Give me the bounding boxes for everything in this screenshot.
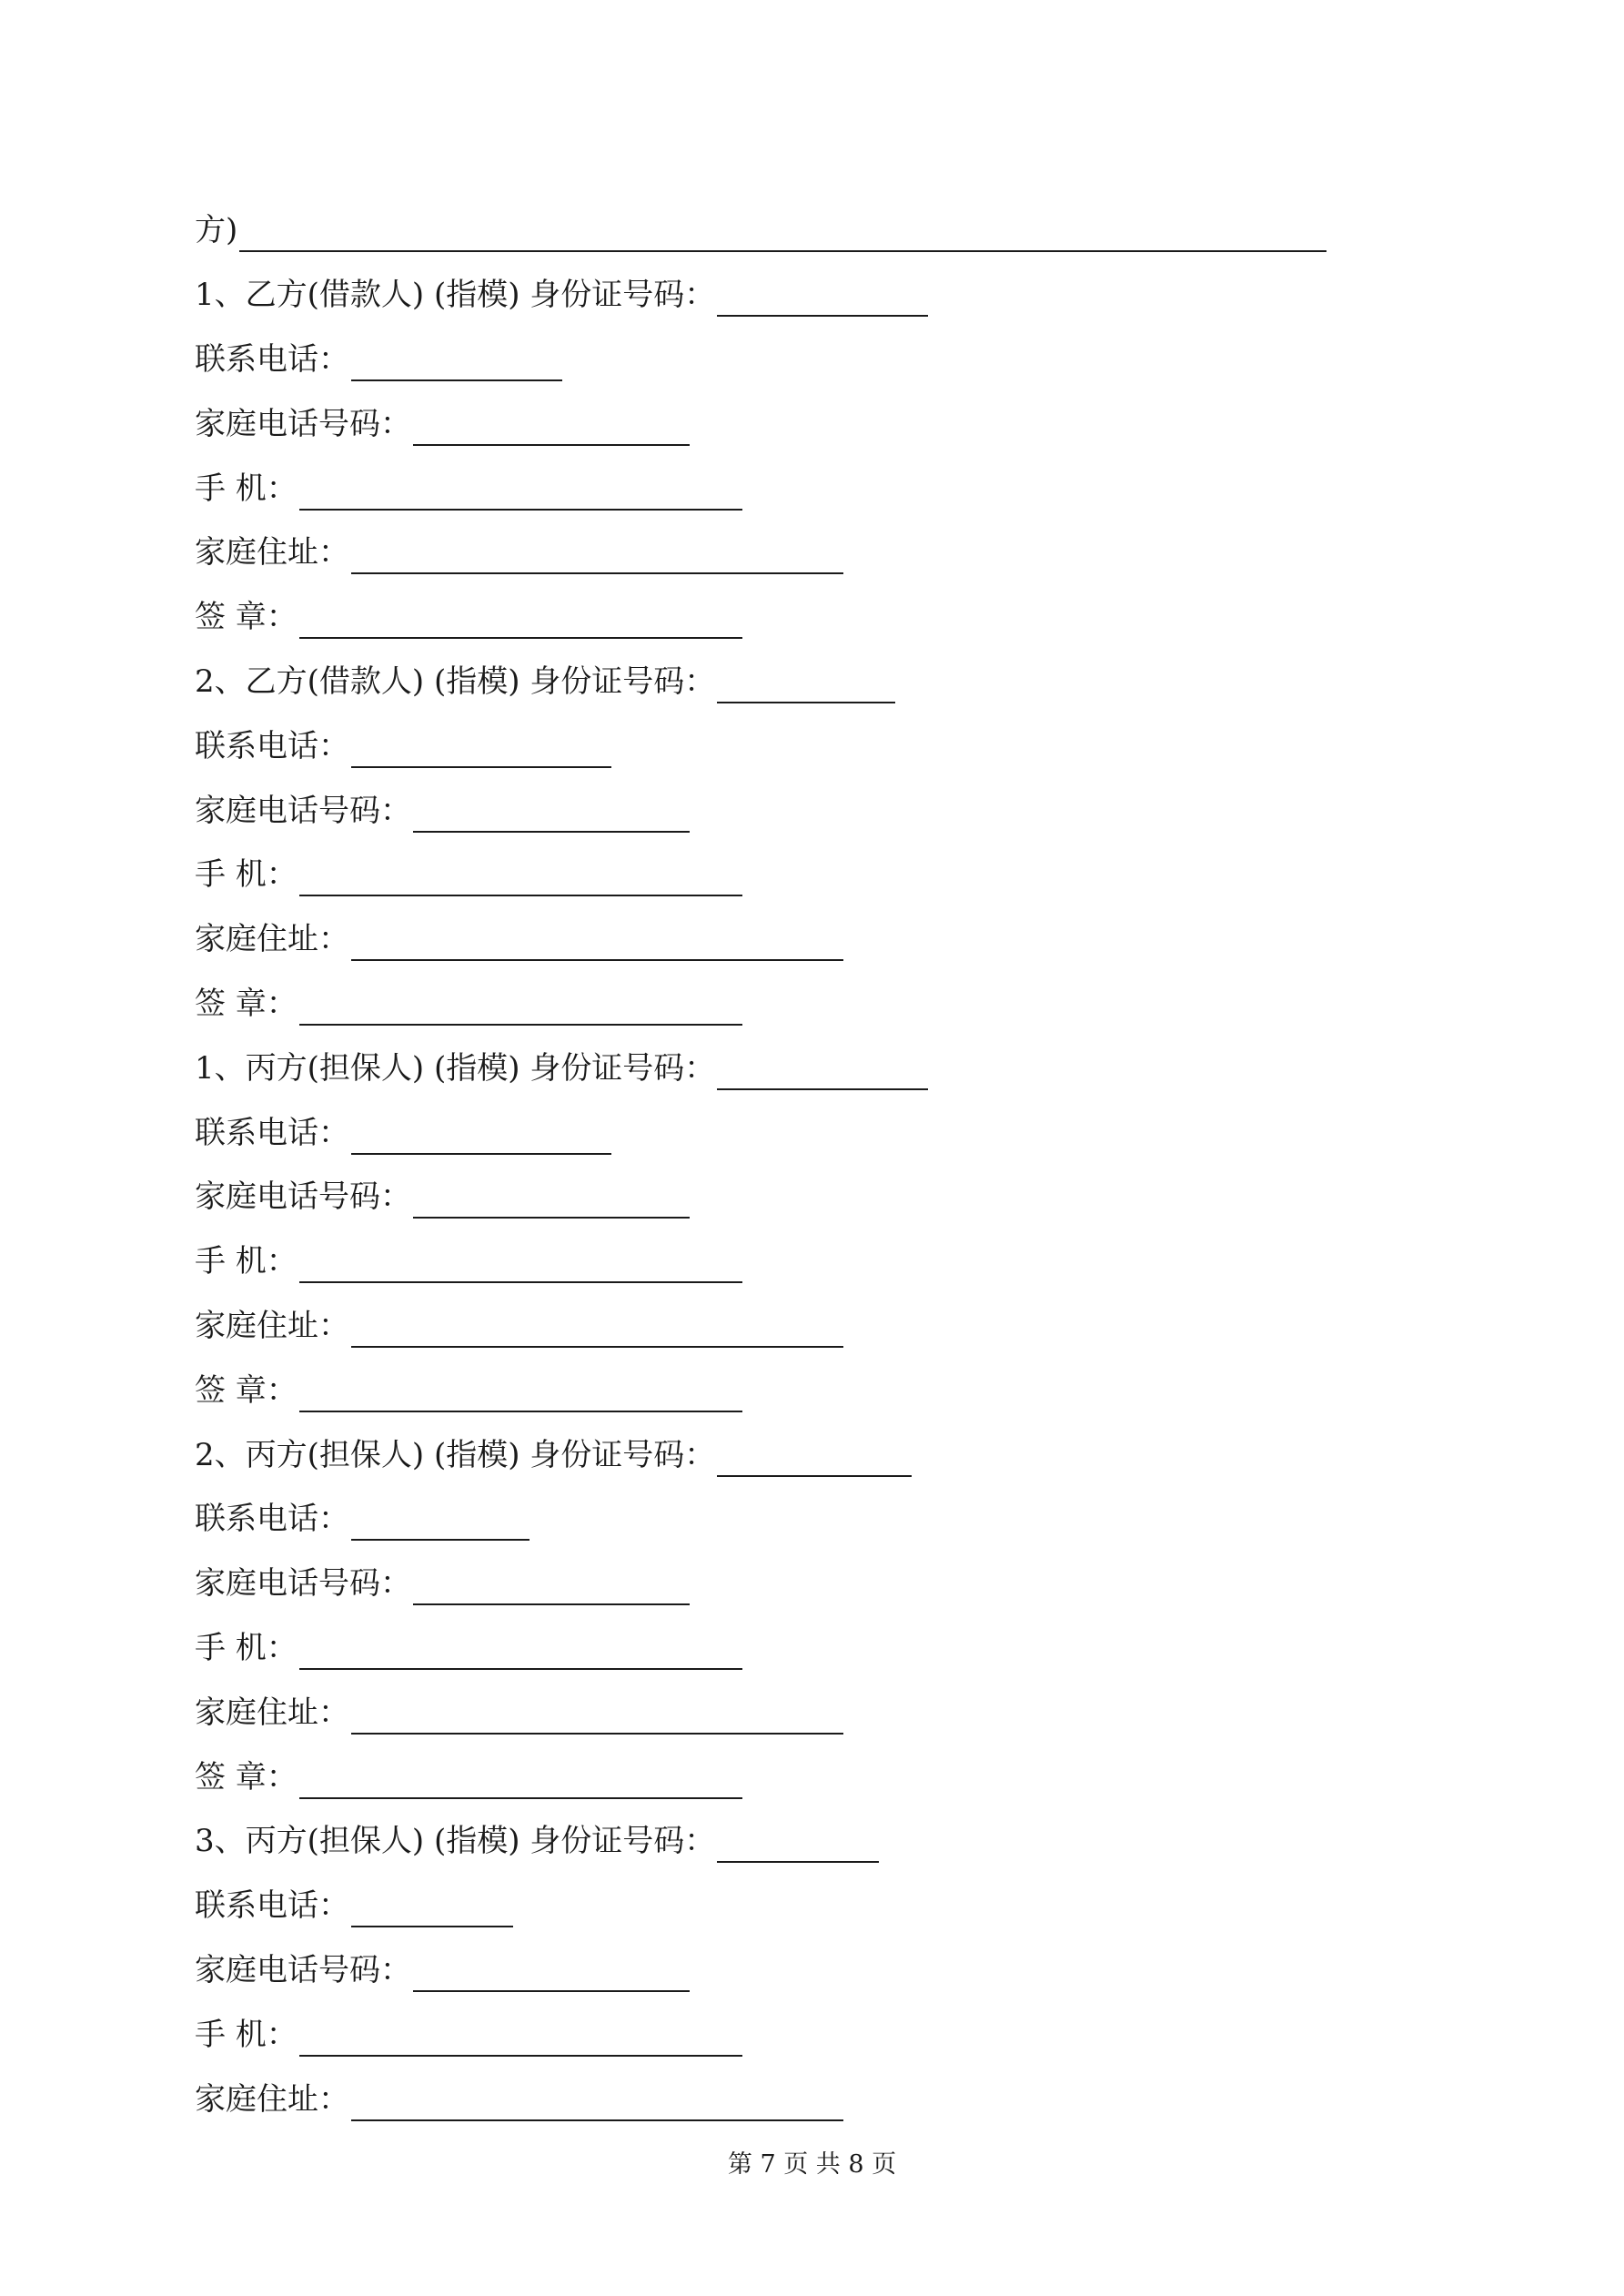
- form-line-label: 1、乙方(借款人) (指模) 身份证号码：: [195, 277, 716, 314]
- fill-in-blank: [351, 1895, 513, 1927]
- fill-in-blank: [351, 1508, 530, 1541]
- form-line-label: 联系电话：: [195, 1114, 349, 1151]
- form-line-label: 家庭电话号码：: [195, 1565, 411, 1603]
- form-line: [195, 1680, 1468, 1745]
- fill-in-blank: [239, 219, 1326, 252]
- form-line-label: 联系电话：: [195, 1501, 349, 1538]
- form-line: [195, 907, 1468, 972]
- form-line: [195, 713, 1468, 778]
- form-line: [195, 1422, 1468, 1487]
- form-line-label: 手 机：: [195, 1629, 298, 1666]
- fill-in-blank: [413, 1573, 690, 1605]
- form-line-label: 方): [195, 212, 238, 249]
- form-line: [195, 1938, 1468, 2003]
- fill-in-blank: [413, 413, 690, 446]
- fill-in-blank: [351, 349, 562, 381]
- form-line-label: 家庭电话号码：: [195, 405, 411, 442]
- form-line-label: 家庭住址：: [195, 1307, 349, 1344]
- form-line: [195, 972, 1468, 1037]
- form-line-label: 手 机：: [195, 470, 298, 507]
- fill-in-blank: [299, 993, 742, 1026]
- fill-in-blank: [299, 2024, 742, 2057]
- form-line-label: 签 章：: [195, 1758, 298, 1795]
- form-line: [195, 1809, 1468, 1874]
- form-line-label: 家庭住址：: [195, 1694, 349, 1731]
- fill-in-blank: [299, 1766, 742, 1799]
- form-line: [195, 391, 1468, 456]
- form-line: [195, 456, 1468, 521]
- fill-in-blank: [717, 284, 928, 317]
- fill-in-blank: [717, 1057, 928, 1090]
- fill-in-blank: [351, 928, 843, 961]
- fill-in-blank: [413, 1186, 690, 1219]
- form-line: [195, 1616, 1468, 1681]
- form-line-label: 3、丙方(担保人) (指模) 身份证号码：: [195, 1823, 716, 1860]
- fill-in-blank: [299, 1250, 742, 1283]
- form-line: [195, 1358, 1468, 1422]
- form-line: [195, 1229, 1468, 1294]
- form-line-label: 联系电话：: [195, 340, 349, 378]
- form-line-label: 手 机：: [195, 2016, 298, 2053]
- form-line: [195, 843, 1468, 907]
- form-line: [195, 585, 1468, 650]
- fill-in-blank: [351, 1122, 611, 1155]
- fill-in-blank: [299, 478, 742, 511]
- form-line-label: 家庭住址：: [195, 2080, 349, 2118]
- page-footer: 第 7 页 共 8 页: [727, 2150, 897, 2179]
- fill-in-blank: [299, 864, 742, 896]
- form-line-label: 2、丙方(担保人) (指模) 身份证号码：: [195, 1436, 716, 1473]
- form-lines: [195, 198, 1468, 2131]
- form-line: [195, 1165, 1468, 1229]
- form-line-label: 2、乙方(借款人) (指模) 身份证号码：: [195, 663, 716, 700]
- form-line: [195, 263, 1468, 328]
- fill-in-blank: [299, 606, 742, 639]
- form-line: [195, 778, 1468, 843]
- form-line: [195, 2002, 1468, 2067]
- fill-in-blank: [299, 1380, 742, 1412]
- form-line: [195, 198, 1468, 263]
- form-line-label: 家庭电话号码：: [195, 792, 411, 829]
- form-line-label: 签 章：: [195, 985, 298, 1022]
- fill-in-blank: [717, 1444, 912, 1477]
- form-line-label: 签 章：: [195, 1371, 298, 1409]
- form-line: [195, 2067, 1468, 2131]
- form-line-label: 1、丙方(担保人) (指模) 身份证号码：: [195, 1049, 716, 1087]
- form-line-label: 家庭电话号码：: [195, 1178, 411, 1216]
- form-line: [195, 1874, 1468, 1938]
- fill-in-blank: [717, 671, 895, 703]
- form-line-label: 联系电话：: [195, 727, 349, 764]
- form-line-label: 家庭住址：: [195, 921, 349, 958]
- form-line-label: 家庭电话号码：: [195, 1951, 411, 1988]
- form-line: [195, 1487, 1468, 1552]
- fill-in-blank: [351, 1315, 843, 1348]
- form-line: [195, 1294, 1468, 1359]
- fill-in-blank: [351, 541, 843, 574]
- form-line-label: 家庭住址：: [195, 534, 349, 571]
- form-line: [195, 650, 1468, 714]
- form-line: [195, 1100, 1468, 1165]
- form-line: [195, 328, 1468, 392]
- fill-in-blank: [299, 1637, 742, 1670]
- form-line: [195, 1745, 1468, 1809]
- form-line-label: 手 机：: [195, 1243, 298, 1280]
- fill-in-blank: [351, 2089, 843, 2121]
- form-line: [195, 1552, 1468, 1616]
- fill-in-blank: [413, 1959, 690, 1992]
- form-line: [195, 1036, 1468, 1100]
- form-line: [195, 521, 1468, 585]
- form-line-label: 手 机：: [195, 856, 298, 894]
- form-line-label: 签 章：: [195, 599, 298, 636]
- form-line-label: 联系电话：: [195, 1887, 349, 1925]
- fill-in-blank: [717, 1830, 879, 1863]
- fill-in-blank: [351, 735, 611, 768]
- fill-in-blank: [413, 800, 690, 833]
- fill-in-blank: [351, 1702, 843, 1735]
